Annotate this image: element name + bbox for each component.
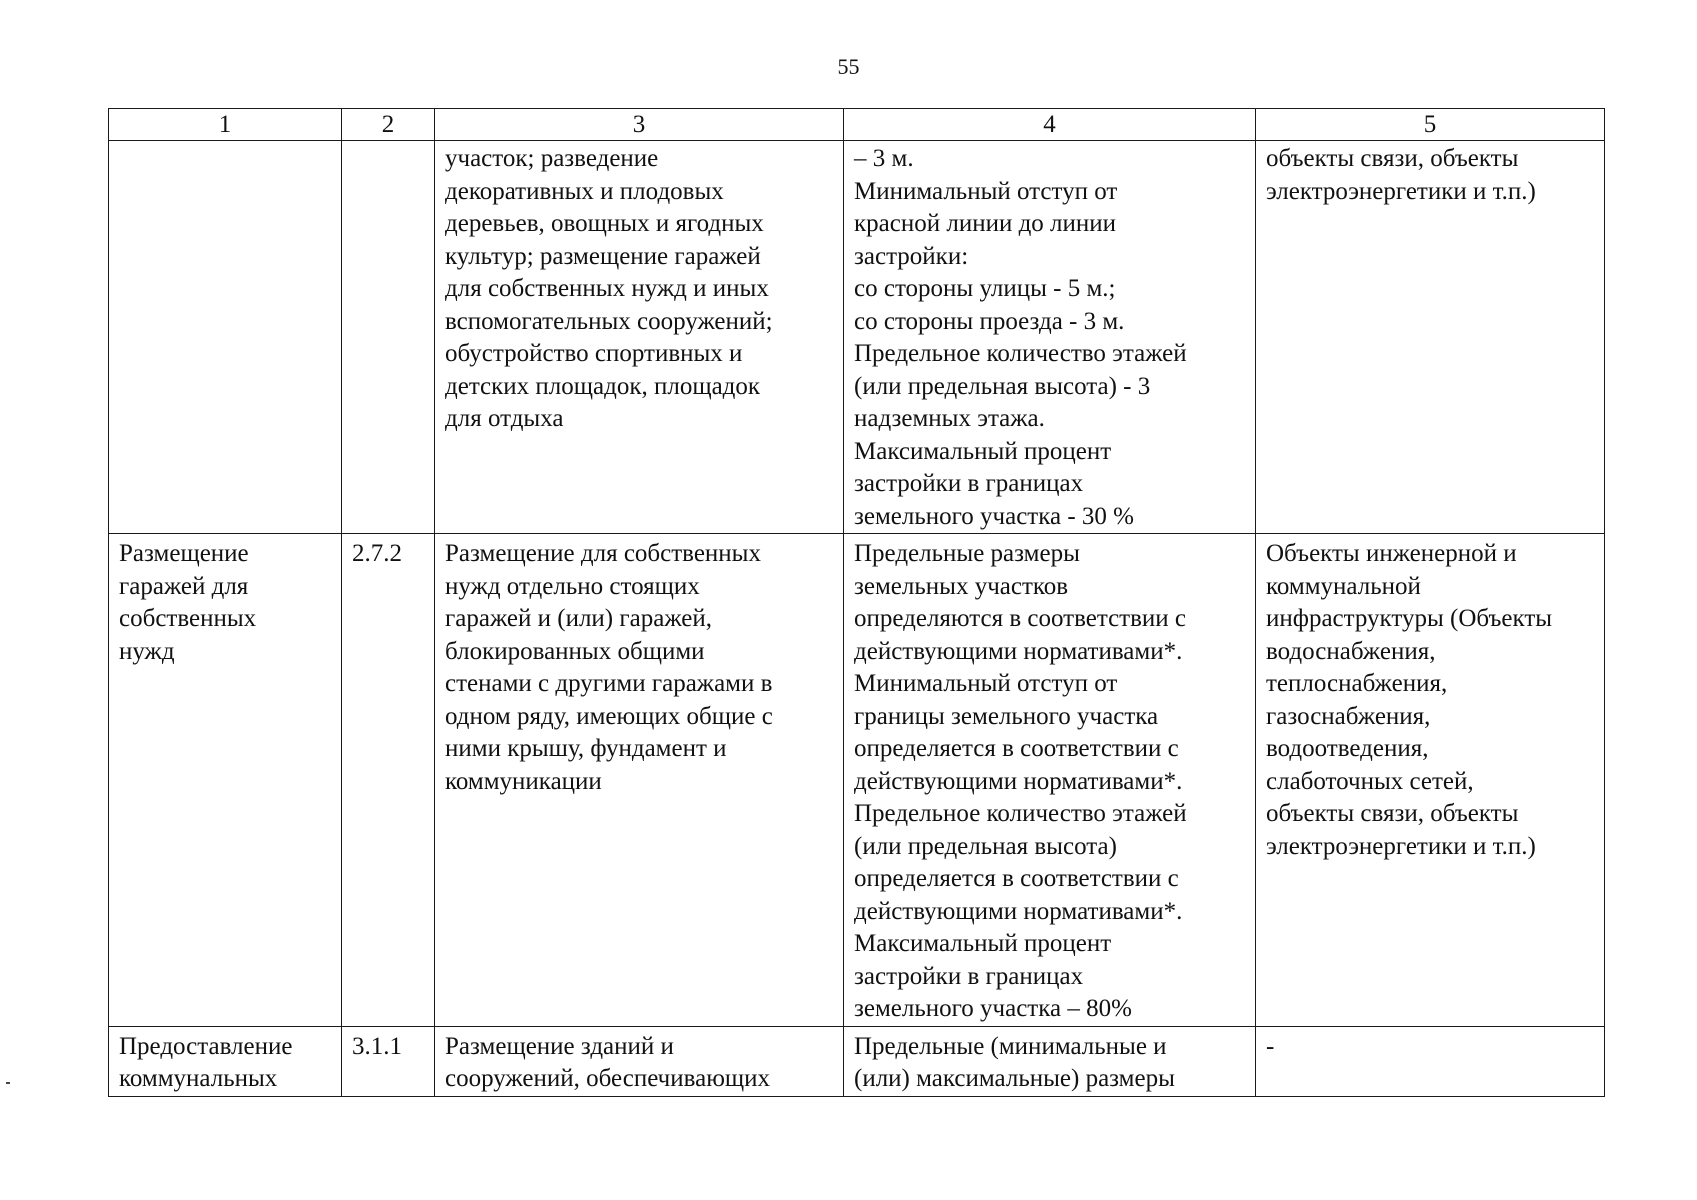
header-row: [109, 109, 1605, 141]
cell-text: Объекты инженерной и коммунальной инфраструктуры (Объекты водоснабжения, теплоснабжения, газоснабжения, водоотведения, слаботочных сетей, объекты связи, объекты электроэнергетики и т.п.): [1266, 540, 1553, 860]
cell-code: [342, 1026, 435, 1096]
cell-text: Предельные (минимальные и (или) максимальные) размеры: [854, 1032, 1175, 1092]
cell-description: [435, 1026, 844, 1096]
cell-permitted-objects: [1256, 1026, 1605, 1096]
cell-activity-name: [109, 141, 342, 534]
header-col-3: 3: [435, 109, 844, 141]
table-row: [109, 1026, 1605, 1096]
cell-parameters: [844, 141, 1256, 534]
cell-text: Предоставление коммунальных: [119, 1032, 293, 1092]
cell-text: объекты связи, объекты электроэнергетики и т.п.): [1266, 145, 1536, 205]
table-header: [109, 109, 1605, 141]
cell-text: – 3 м. Минимальный отступ от красной линии до линии застройки: со стороны улицы - 5 м.; со стороны проезда - 3 м. Предельное количество этажей (или предельная высота) - 3 надземных этажа. Максимальный процент застройки в границах земельного участка - 30 %: [854, 145, 1187, 530]
cell-description: [435, 141, 844, 534]
cell-text: 2.7.2: [352, 540, 402, 567]
cell-activity-name: [109, 534, 342, 1027]
table-row: [109, 141, 1605, 534]
cell-description: [435, 534, 844, 1027]
cell-text: участок; разведение декоративных и плодовых деревьев, овощных и ягодных культур; размещение гаражей для собственных нужд и иных вспомогательных сооружений; обустройство спортивных и детских площадок, площадок для отдыха: [445, 145, 773, 432]
page-number: 55: [837, 54, 860, 79]
cell-code: [342, 534, 435, 1027]
cell-parameters: [844, 534, 1256, 1027]
cell-text: Размещение зданий и сооружений, обеспечивающих: [445, 1032, 770, 1092]
cell-permitted-objects: [1256, 534, 1605, 1027]
cell-text: Размещение гаражей для собственных нужд: [119, 540, 257, 665]
regulations-table: [108, 108, 1605, 1097]
cell-text: -: [1266, 1032, 1275, 1060]
cell-permitted-objects: [1256, 141, 1605, 534]
header-col-5: 5: [1256, 109, 1605, 141]
header-col-4: 4: [844, 109, 1256, 141]
cell-text: 3.1.1: [352, 1032, 402, 1060]
header-col-2: 2: [342, 109, 435, 141]
header-col-1: 1: [109, 109, 342, 141]
cell-parameters: [844, 1026, 1256, 1096]
table-row: [109, 534, 1605, 1027]
scan-speck: [6, 1082, 10, 1084]
cell-text: Размещение для собственных нужд отдельно стоящих гаражей и (или) гаражей, блокированных общими стенами с другими гаражами в одном ряду, имеющих общие с ними крышу, фундамент и коммуникации: [445, 540, 773, 795]
cell-code: [342, 141, 435, 534]
cell-activity-name: [109, 1026, 342, 1096]
cell-text: Предельные размеры земельных участков определяются в соответствии с действующими нормативами*. Минимальный отступ от границы земельного участка определяется в соответствии с действующими нормативами*. Предельное количество этажей (или предельная высота) определяется в соответствии с действующими нормативами*. Максимальный процент застройки в границах земельного участка – 80%: [854, 540, 1187, 1022]
